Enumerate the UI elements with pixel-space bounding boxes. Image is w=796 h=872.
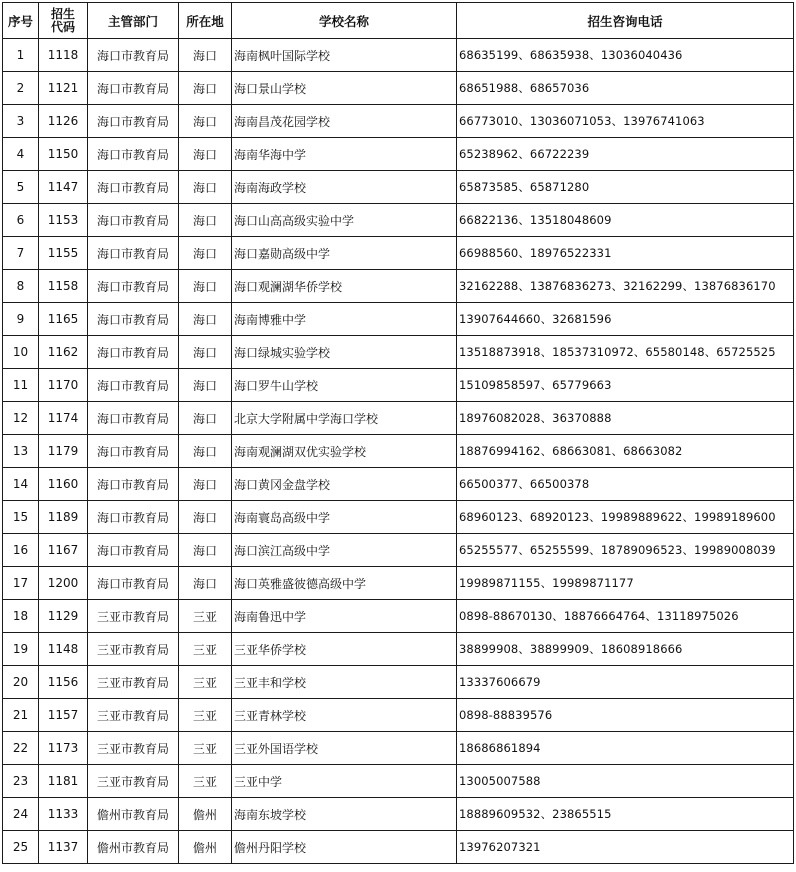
school-name-cell: 海南枫叶国际学校 (232, 39, 457, 72)
header-department: 主管部门 (88, 3, 179, 39)
department-cell: 海口市教育局 (88, 501, 179, 534)
header-enroll-code (39, 3, 88, 39)
phone-cell: 66822136、13518048609 (457, 204, 794, 237)
department-cell: 三亚市教育局 (88, 765, 179, 798)
phone-cell: 13976207321 (457, 831, 794, 864)
enroll-code-cell: 1126 (39, 105, 88, 138)
school-name-cell: 海口黄冈金盘学校 (232, 468, 457, 501)
enroll-code-cell: 1158 (39, 270, 88, 303)
phone-cell: 15109858597、65779663 (457, 369, 794, 402)
school-name-cell: 海南观澜湖双优实验学校 (232, 435, 457, 468)
department-cell: 儋州市教育局 (88, 831, 179, 864)
index-cell: 2 (3, 72, 39, 105)
school-name-cell: 海口罗牛山学校 (232, 369, 457, 402)
department-cell: 三亚市教育局 (88, 633, 179, 666)
enroll-code-cell: 1147 (39, 171, 88, 204)
school-name-cell: 海南昌茂花园学校 (232, 105, 457, 138)
school-name-cell: 海南寰岛高级中学 (232, 501, 457, 534)
school-name-cell: 海南博雅中学 (232, 303, 457, 336)
phone-cell: 13337606679 (457, 666, 794, 699)
index-cell: 11 (3, 369, 39, 402)
enroll-code-cell: 1189 (39, 501, 88, 534)
phone-cell: 68635199、68635938、13036040436 (457, 39, 794, 72)
school-name-cell: 海口山高高级实验中学 (232, 204, 457, 237)
enroll-code-cell: 1155 (39, 237, 88, 270)
phone-cell: 65255577、65255599、18789096523、19989008039 (457, 534, 794, 567)
school-name-cell: 海口英雅盛彼德高级中学 (232, 567, 457, 600)
enroll-code-cell: 1162 (39, 336, 88, 369)
location-cell: 三亚 (179, 699, 232, 732)
school-enrollment-table (2, 2, 794, 864)
location-cell: 海口 (179, 303, 232, 336)
phone-cell: 66500377、66500378 (457, 468, 794, 501)
location-cell: 海口 (179, 534, 232, 567)
index-cell: 19 (3, 633, 39, 666)
index-cell: 16 (3, 534, 39, 567)
department-cell: 三亚市教育局 (88, 666, 179, 699)
location-cell: 三亚 (179, 732, 232, 765)
phone-cell: 65238962、66722239 (457, 138, 794, 171)
location-cell: 海口 (179, 369, 232, 402)
index-cell: 4 (3, 138, 39, 171)
index-cell: 5 (3, 171, 39, 204)
enroll-code-cell: 1156 (39, 666, 88, 699)
location-cell: 三亚 (179, 600, 232, 633)
header-row (3, 3, 794, 39)
table-row (3, 435, 794, 468)
location-cell: 海口 (179, 567, 232, 600)
index-cell: 24 (3, 798, 39, 831)
phone-cell: 38899908、38899909、18608918666 (457, 633, 794, 666)
index-cell: 15 (3, 501, 39, 534)
phone-cell: 65873585、65871280 (457, 171, 794, 204)
department-cell: 海口市教育局 (88, 39, 179, 72)
location-cell: 海口 (179, 402, 232, 435)
phone-cell: 18876994162、68663081、68663082 (457, 435, 794, 468)
school-name-cell: 海南东坡学校 (232, 798, 457, 831)
department-cell: 三亚市教育局 (88, 732, 179, 765)
enroll-code-cell: 1150 (39, 138, 88, 171)
enroll-code-cell: 1153 (39, 204, 88, 237)
department-cell: 海口市教育局 (88, 435, 179, 468)
department-cell: 海口市教育局 (88, 567, 179, 600)
location-cell: 海口 (179, 237, 232, 270)
school-name-cell: 海口景山学校 (232, 72, 457, 105)
school-name-cell: 三亚青林学校 (232, 699, 457, 732)
department-cell: 海口市教育局 (88, 369, 179, 402)
header-code-line1: 招生 (50, 6, 75, 21)
enroll-code-cell: 1160 (39, 468, 88, 501)
school-name-cell: 三亚外国语学校 (232, 732, 457, 765)
enroll-code-cell: 1181 (39, 765, 88, 798)
index-cell: 8 (3, 270, 39, 303)
index-cell: 25 (3, 831, 39, 864)
location-cell: 海口 (179, 468, 232, 501)
school-name-cell: 海南华海中学 (232, 138, 457, 171)
phone-cell: 13907644660、32681596 (457, 303, 794, 336)
phone-cell: 66773010、13036071053、13976741063 (457, 105, 794, 138)
department-cell: 海口市教育局 (88, 204, 179, 237)
index-cell: 10 (3, 336, 39, 369)
index-cell: 6 (3, 204, 39, 237)
school-name-cell: 儋州丹阳学校 (232, 831, 457, 864)
school-name-cell: 海口滨江高级中学 (232, 534, 457, 567)
location-cell: 海口 (179, 105, 232, 138)
table-row (3, 534, 794, 567)
index-cell: 21 (3, 699, 39, 732)
enroll-code-cell: 1165 (39, 303, 88, 336)
phone-cell: 66988560、18976522331 (457, 237, 794, 270)
table-row (3, 501, 794, 534)
header-code-line2: 代码 (50, 19, 75, 34)
index-cell: 23 (3, 765, 39, 798)
location-cell: 海口 (179, 501, 232, 534)
school-name-cell: 三亚华侨学校 (232, 633, 457, 666)
enroll-code-cell: 1137 (39, 831, 88, 864)
table-row (3, 831, 794, 864)
table-row (3, 600, 794, 633)
table-row (3, 204, 794, 237)
index-cell: 12 (3, 402, 39, 435)
enroll-code-cell: 1118 (39, 39, 88, 72)
table-body (3, 39, 794, 864)
school-name-cell: 三亚丰和学校 (232, 666, 457, 699)
enroll-code-cell: 1121 (39, 72, 88, 105)
table-row (3, 270, 794, 303)
index-cell: 9 (3, 303, 39, 336)
table-row (3, 765, 794, 798)
location-cell: 儋州 (179, 831, 232, 864)
school-name-cell: 北京大学附属中学海口学校 (232, 402, 457, 435)
header-index: 序号 (3, 3, 39, 39)
table-row (3, 303, 794, 336)
enroll-code-cell: 1157 (39, 699, 88, 732)
department-cell: 三亚市教育局 (88, 600, 179, 633)
department-cell: 海口市教育局 (88, 171, 179, 204)
enroll-code-cell: 1148 (39, 633, 88, 666)
location-cell: 海口 (179, 435, 232, 468)
index-cell: 13 (3, 435, 39, 468)
phone-cell: 19989871155、19989871177 (457, 567, 794, 600)
table-row (3, 369, 794, 402)
department-cell: 海口市教育局 (88, 336, 179, 369)
enroll-code-cell: 1133 (39, 798, 88, 831)
table-row (3, 798, 794, 831)
school-name-cell: 海口绿城实验学校 (232, 336, 457, 369)
phone-cell: 68960123、68920123、19989889622、19989189600 (457, 501, 794, 534)
table-row (3, 468, 794, 501)
school-name-cell: 海口嘉勋高级中学 (232, 237, 457, 270)
index-cell: 20 (3, 666, 39, 699)
phone-cell: 18686861894 (457, 732, 794, 765)
department-cell: 海口市教育局 (88, 402, 179, 435)
department-cell: 海口市教育局 (88, 303, 179, 336)
index-cell: 18 (3, 600, 39, 633)
location-cell: 海口 (179, 204, 232, 237)
school-name-cell: 海口观澜湖华侨学校 (232, 270, 457, 303)
enroll-code-cell: 1129 (39, 600, 88, 633)
location-cell: 三亚 (179, 666, 232, 699)
enroll-code-cell: 1170 (39, 369, 88, 402)
index-cell: 3 (3, 105, 39, 138)
table-row (3, 699, 794, 732)
index-cell: 17 (3, 567, 39, 600)
location-cell: 海口 (179, 39, 232, 72)
department-cell: 儋州市教育局 (88, 798, 179, 831)
department-cell: 海口市教育局 (88, 138, 179, 171)
location-cell: 海口 (179, 171, 232, 204)
location-cell: 海口 (179, 336, 232, 369)
table-row (3, 336, 794, 369)
header-location: 所在地 (179, 3, 232, 39)
department-cell: 海口市教育局 (88, 270, 179, 303)
table-row (3, 72, 794, 105)
school-name-cell: 海南海政学校 (232, 171, 457, 204)
table-row (3, 666, 794, 699)
index-cell: 14 (3, 468, 39, 501)
phone-cell: 13005007588 (457, 765, 794, 798)
table-row (3, 732, 794, 765)
table-row (3, 567, 794, 600)
location-cell: 海口 (179, 138, 232, 171)
phone-cell: 32162288、13876836273、32162299、13876836170 (457, 270, 794, 303)
index-cell: 1 (3, 39, 39, 72)
index-cell: 22 (3, 732, 39, 765)
header-school-name: 学校名称 (232, 3, 457, 39)
table-row (3, 138, 794, 171)
department-cell: 海口市教育局 (88, 237, 179, 270)
table-row (3, 633, 794, 666)
location-cell: 三亚 (179, 765, 232, 798)
department-cell: 海口市教育局 (88, 105, 179, 138)
location-cell: 三亚 (179, 633, 232, 666)
enroll-code-cell: 1173 (39, 732, 88, 765)
table-row (3, 237, 794, 270)
enroll-code-cell: 1174 (39, 402, 88, 435)
enroll-code-cell: 1200 (39, 567, 88, 600)
phone-cell: 68651988、68657036 (457, 72, 794, 105)
index-cell: 7 (3, 237, 39, 270)
phone-cell: 18889609532、23865515 (457, 798, 794, 831)
table-row (3, 39, 794, 72)
school-name-cell: 海南鲁迅中学 (232, 600, 457, 633)
header-phone: 招生咨询电话 (457, 3, 794, 39)
phone-cell: 0898-88670130、18876664764、13118975026 (457, 600, 794, 633)
location-cell: 儋州 (179, 798, 232, 831)
location-cell: 海口 (179, 72, 232, 105)
enroll-code-cell: 1179 (39, 435, 88, 468)
phone-cell: 0898-88839576 (457, 699, 794, 732)
phone-cell: 18976082028、36370888 (457, 402, 794, 435)
table-row (3, 171, 794, 204)
department-cell: 海口市教育局 (88, 534, 179, 567)
enroll-code-cell: 1167 (39, 534, 88, 567)
phone-cell: 13518873918、18537310972、65580148、65725525 (457, 336, 794, 369)
department-cell: 海口市教育局 (88, 468, 179, 501)
table-row (3, 402, 794, 435)
department-cell: 三亚市教育局 (88, 699, 179, 732)
location-cell: 海口 (179, 270, 232, 303)
school-name-cell: 三亚中学 (232, 765, 457, 798)
table-row (3, 105, 794, 138)
department-cell: 海口市教育局 (88, 72, 179, 105)
